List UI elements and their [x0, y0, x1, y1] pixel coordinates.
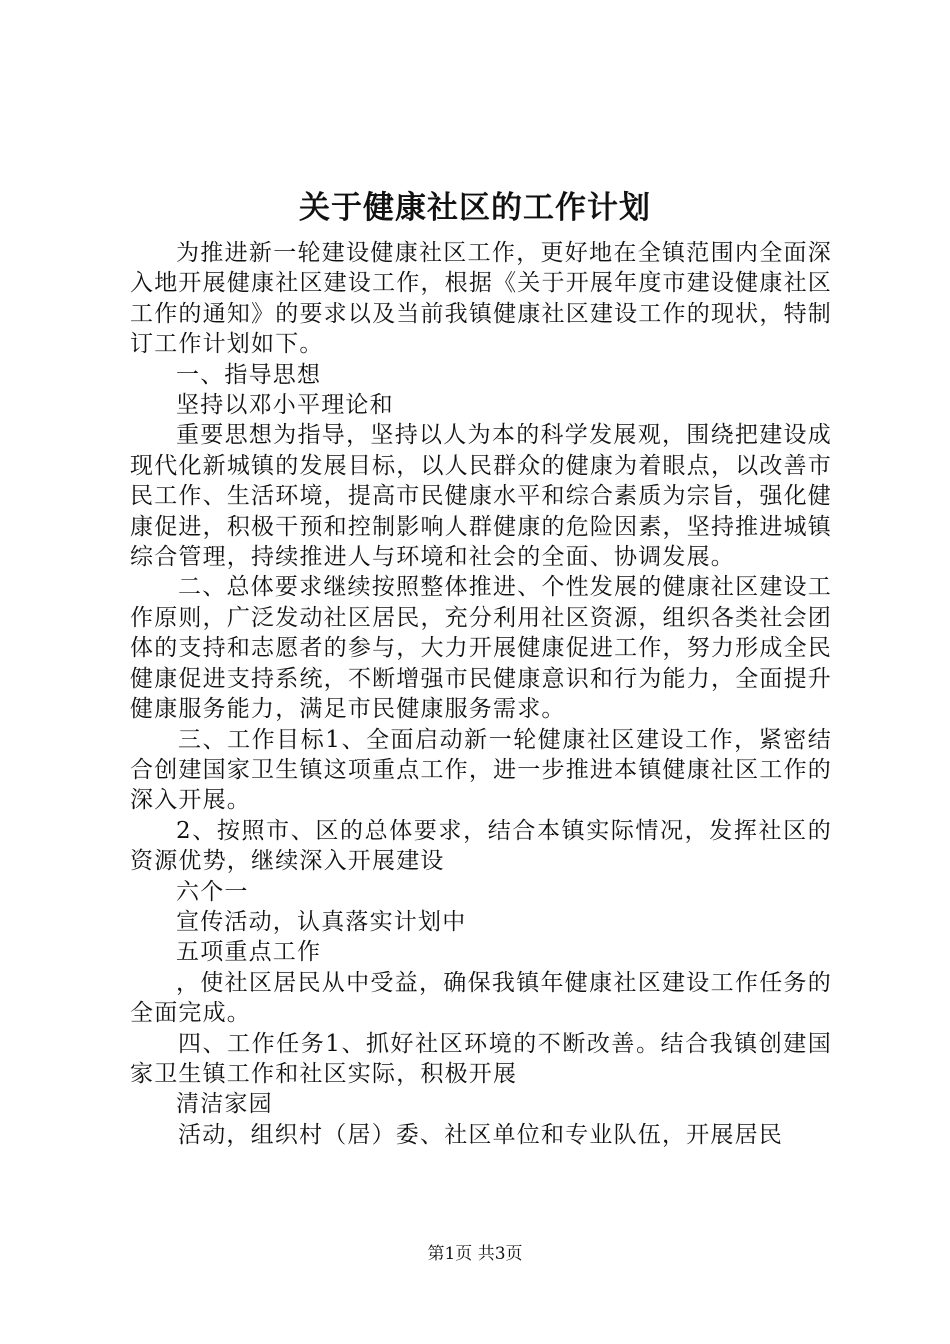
document-title: 关于健康社区的工作计划 [299, 190, 651, 226]
paragraph-fragment: 五项重点工作 [176, 939, 322, 966]
paragraph-fragment: 清洁家园 [176, 1091, 273, 1118]
document-body [130, 238, 832, 1150]
paragraph-guiding-ideology: 重要思想为指导，坚持以人为本的科学发展观，围绕把建设成现代化新城镇的发展目标，以人民群众的健康为着眼点，以改善市民工作、生活环境，提高市民健康水平和综合素质为宗旨，强化健康促进，积极干预和控制影响人群健康的危险因素，坚持推进城镇综合管理，持续推进人与环境和社会的全面、协调发展。 [130, 422, 832, 571]
paragraph-goal-2-end: ，使社区居民从中受益，确保我镇年健康社区建设工作任务的全面完成。 [130, 969, 832, 1027]
paragraph-general-requirements: 二、总体要求继续按照整体推进、个性发展的健康社区建设工作原则，广泛发动社区居民，充分利用社区资源，组织各类社会团体的支持和志愿者的参与，大力开展健康促进工作，努力形成全民健康促进支持系统，不断增强市民健康意识和行为能力，全面提升健康服务能力，满足市民健康服务需求。 [130, 574, 832, 723]
paragraph-fragment: 六个一 [176, 878, 249, 905]
paragraph-work-goals: 三、工作目标1、全面启动新一轮健康社区建设工作，紧密结合创建国家卫生镇这项重点工作，进一步推进本镇健康社区工作的深入开展。 [130, 726, 832, 814]
paragraph-fragment: 坚持以邓小平理论和 [176, 392, 394, 419]
paragraph-fragment: 宣传活动，认真落实计划中 [176, 908, 467, 935]
paragraph-goal-2: 2、按照市、区的总体要求，结合本镇实际情况，发挥社区的资源优势，继续深入开展建设 [130, 817, 832, 875]
paragraph-fragment: 活动，组织村（居）委、社区单位和专业队伍，开展居民 [178, 1121, 783, 1148]
paragraph-intro: 为推进新一轮建设健康社区工作，更好地在全镇范围内全面深入地开展健康社区建设工作，根据《关于开展年度市建设健康社区工作的通知》的要求以及当前我镇健康社区建设工作的现状，特制订工作计划如下。 [130, 240, 832, 358]
page-footer: 第1页 共3页 [427, 1244, 523, 1264]
heading-guiding-ideology: 一、指导思想 [176, 361, 322, 388]
paragraph-work-tasks: 四、工作任务1、抓好社区环境的不断改善。结合我镇创建国家卫生镇工作和社区实际，积极开展 [130, 1030, 832, 1087]
